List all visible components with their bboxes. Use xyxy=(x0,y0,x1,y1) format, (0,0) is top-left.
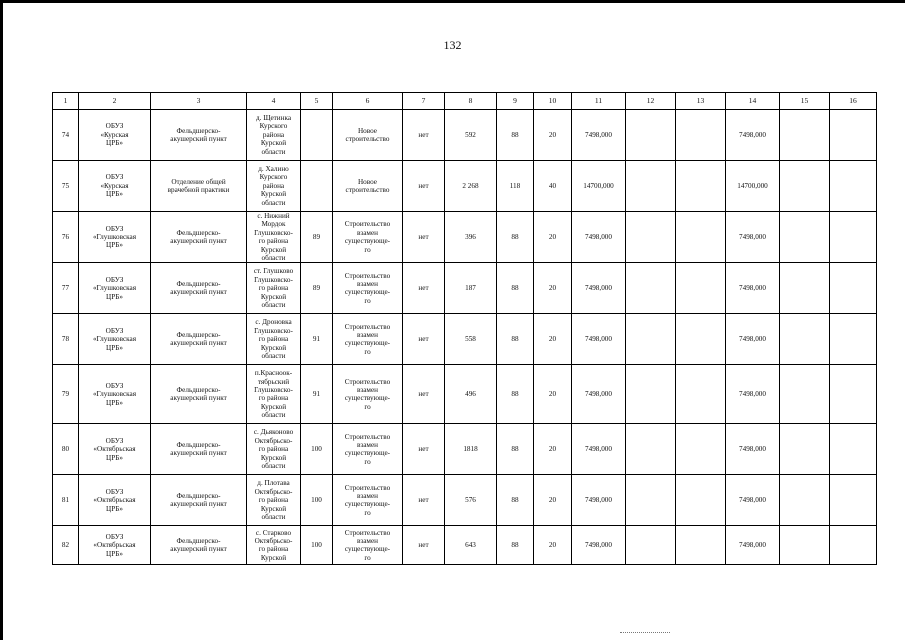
table-row xyxy=(53,161,877,212)
table-cell: Строительство взамен существующе- го xyxy=(333,526,403,565)
header-row xyxy=(53,93,877,110)
table-cell: ОБУЗ «Октябрьская ЦРБ» xyxy=(79,526,151,565)
table-cell xyxy=(626,424,676,475)
table-cell xyxy=(830,314,877,365)
table-cell: 7498,000 xyxy=(726,314,780,365)
table-cell: 80 xyxy=(53,424,79,475)
table-cell: нет xyxy=(403,161,445,212)
table-cell: ОБУЗ «Курская ЦРБ» xyxy=(79,110,151,161)
table-cell xyxy=(626,314,676,365)
table-row xyxy=(53,475,877,526)
table-cell: 20 xyxy=(534,212,572,263)
table-cell: 20 xyxy=(534,424,572,475)
table-cell: 74 xyxy=(53,110,79,161)
table-cell: 396 xyxy=(445,212,497,263)
table-cell xyxy=(676,365,726,424)
col-header: 14 xyxy=(726,93,780,110)
col-header: 2 xyxy=(79,93,151,110)
table-cell xyxy=(830,212,877,263)
table-cell: 79 xyxy=(53,365,79,424)
table-cell xyxy=(780,212,830,263)
table-cell: Фельдшерско- акушерский пункт xyxy=(151,314,247,365)
table-cell: ОБУЗ «Глушковская ЦРБ» xyxy=(79,212,151,263)
table-cell: нет xyxy=(403,526,445,565)
col-header: 13 xyxy=(676,93,726,110)
col-header: 1 xyxy=(53,93,79,110)
table-cell: ОБУЗ «Глушковская ЦРБ» xyxy=(79,263,151,314)
table-cell: 7498,000 xyxy=(726,475,780,526)
table-cell: Новое строительство xyxy=(333,110,403,161)
table-cell: 88 xyxy=(497,110,534,161)
table-cell: 20 xyxy=(534,314,572,365)
table-cell: 7498,000 xyxy=(572,475,626,526)
table-cell: Строительство взамен существующе- го xyxy=(333,263,403,314)
table-cell: ст. Глушково Глушковско- го района Курской области xyxy=(247,263,301,314)
table-cell: ОБУЗ «Октябрьская ЦРБ» xyxy=(79,475,151,526)
table-cell: 100 xyxy=(301,475,333,526)
table-cell: нет xyxy=(403,263,445,314)
col-header: 16 xyxy=(830,93,877,110)
table-cell: 88 xyxy=(497,212,534,263)
table-cell xyxy=(301,110,333,161)
col-header: 11 xyxy=(572,93,626,110)
table-cell: нет xyxy=(403,314,445,365)
col-header: 6 xyxy=(333,93,403,110)
table-cell: 496 xyxy=(445,365,497,424)
table-cell: 558 xyxy=(445,314,497,365)
table-cell: 40 xyxy=(534,161,572,212)
table-cell xyxy=(626,263,676,314)
col-header: 15 xyxy=(780,93,830,110)
table-cell: Строительство взамен существующе- го xyxy=(333,314,403,365)
table-row xyxy=(53,263,877,314)
table-cell: Новое строительство xyxy=(333,161,403,212)
table-cell: 7498,000 xyxy=(726,212,780,263)
table-row xyxy=(53,424,877,475)
table-cell: 7498,000 xyxy=(572,314,626,365)
table-cell xyxy=(780,526,830,565)
table-cell xyxy=(780,314,830,365)
page-border-top xyxy=(0,0,905,3)
table-cell: 7498,000 xyxy=(726,110,780,161)
table-cell xyxy=(830,161,877,212)
table-cell: 592 xyxy=(445,110,497,161)
table-cell: 20 xyxy=(534,110,572,161)
table-cell xyxy=(676,526,726,565)
table-cell xyxy=(626,365,676,424)
table-cell: 76 xyxy=(53,212,79,263)
table-cell: 7498,000 xyxy=(572,365,626,424)
table-cell xyxy=(830,526,877,565)
table-cell: ОБУЗ «Октябрьская ЦРБ» xyxy=(79,424,151,475)
table-cell: Строительство взамен существующе- го xyxy=(333,365,403,424)
table-cell: 14700,000 xyxy=(572,161,626,212)
table-cell: 89 xyxy=(301,263,333,314)
table-cell: 88 xyxy=(497,526,534,565)
table-cell xyxy=(676,110,726,161)
table-cell: 88 xyxy=(497,424,534,475)
table-cell xyxy=(830,365,877,424)
table-cell: 81 xyxy=(53,475,79,526)
table-cell: 7498,000 xyxy=(726,263,780,314)
table-cell xyxy=(780,110,830,161)
table-cell: д. Халино Курского района Курской области xyxy=(247,161,301,212)
table-cell: с. Дроновка Глушковско- го района Курской области xyxy=(247,314,301,365)
table-cell xyxy=(780,424,830,475)
table-cell: нет xyxy=(403,212,445,263)
table-cell xyxy=(676,475,726,526)
table-cell: 78 xyxy=(53,314,79,365)
table-cell xyxy=(780,161,830,212)
table-cell: Фельдшерско- акушерский пункт xyxy=(151,475,247,526)
table-cell xyxy=(626,475,676,526)
table-cell: 7498,000 xyxy=(572,263,626,314)
table-cell: 118 xyxy=(497,161,534,212)
table-cell: с. Дьяконово Октябрьско- го района Курской области xyxy=(247,424,301,475)
table-cell xyxy=(830,110,877,161)
table-cell: 1818 xyxy=(445,424,497,475)
table-cell xyxy=(780,365,830,424)
table-cell xyxy=(830,424,877,475)
table-row xyxy=(53,212,877,263)
table-cell: 20 xyxy=(534,263,572,314)
table-cell: 2 268 xyxy=(445,161,497,212)
table-cell: ОБУЗ «Курская ЦРБ» xyxy=(79,161,151,212)
table-cell: 20 xyxy=(534,365,572,424)
footer-dots xyxy=(620,632,670,635)
table-cell: Фельдшерско- акушерский пункт xyxy=(151,110,247,161)
table-cell: Фельдшерско- акушерский пункт xyxy=(151,365,247,424)
table-cell: д. Плотава Октябрьско- го района Курской области xyxy=(247,475,301,526)
table-cell: 576 xyxy=(445,475,497,526)
table-cell: 75 xyxy=(53,161,79,212)
table-cell: Отделение общей врачебной практики xyxy=(151,161,247,212)
table-cell: Строительство взамен существующе- го xyxy=(333,475,403,526)
table-cell: д. Щетинка Курского района Курской области xyxy=(247,110,301,161)
table-cell: ОБУЗ «Глушковская ЦРБ» xyxy=(79,314,151,365)
data-table xyxy=(52,92,877,565)
table-cell: с. Нижний Мордок Глушковско- го района Курской области xyxy=(247,212,301,263)
table-cell: нет xyxy=(403,424,445,475)
col-header: 5 xyxy=(301,93,333,110)
table-row xyxy=(53,110,877,161)
table-cell: 7498,000 xyxy=(726,526,780,565)
table-cell: 7498,000 xyxy=(572,424,626,475)
table-cell xyxy=(626,212,676,263)
table-cell: п.Красноок- тябрьский Глушковско- го района Курской области xyxy=(247,365,301,424)
table-cell: 88 xyxy=(497,365,534,424)
table-cell xyxy=(676,263,726,314)
table-cell xyxy=(626,161,676,212)
table-cell: 7498,000 xyxy=(572,526,626,565)
table-row xyxy=(53,314,877,365)
table-cell: Строительство взамен существующе- го xyxy=(333,212,403,263)
table-cell xyxy=(780,475,830,526)
table-cell xyxy=(830,263,877,314)
table-cell: с. Старково Октябрьско- го района Курской xyxy=(247,526,301,565)
col-header: 7 xyxy=(403,93,445,110)
table-cell: 7498,000 xyxy=(726,424,780,475)
table-cell: нет xyxy=(403,110,445,161)
table-cell: 20 xyxy=(534,475,572,526)
table-cell xyxy=(830,475,877,526)
table-cell: 77 xyxy=(53,263,79,314)
table-cell: Фельдшерско- акушерский пункт xyxy=(151,424,247,475)
col-header: 8 xyxy=(445,93,497,110)
table-cell: 20 xyxy=(534,526,572,565)
table-cell: 7498,000 xyxy=(572,212,626,263)
table-cell: 100 xyxy=(301,526,333,565)
page-border-left xyxy=(0,0,3,640)
table-cell: Строительство взамен существующе- го xyxy=(333,424,403,475)
col-header: 9 xyxy=(497,93,534,110)
table-row xyxy=(53,365,877,424)
table-cell: нет xyxy=(403,475,445,526)
table-cell: 100 xyxy=(301,424,333,475)
table-cell: Фельдшерско- акушерский пункт xyxy=(151,526,247,565)
table-cell xyxy=(626,110,676,161)
table-cell: Фельдшерско- акушерский пункт xyxy=(151,212,247,263)
col-header: 3 xyxy=(151,93,247,110)
col-header: 12 xyxy=(626,93,676,110)
table-cell: 643 xyxy=(445,526,497,565)
table-cell xyxy=(676,424,726,475)
table-cell: ОБУЗ «Глушковская ЦРБ» xyxy=(79,365,151,424)
table-row xyxy=(53,526,877,565)
table-cell: 14700,000 xyxy=(726,161,780,212)
col-header: 4 xyxy=(247,93,301,110)
table-cell: 7498,000 xyxy=(726,365,780,424)
table-cell xyxy=(780,263,830,314)
table-cell: 88 xyxy=(497,314,534,365)
table-cell: 91 xyxy=(301,365,333,424)
table-cell xyxy=(301,161,333,212)
page-number: 132 xyxy=(443,38,462,52)
table-cell xyxy=(626,526,676,565)
table-cell: 91 xyxy=(301,314,333,365)
table-cell: 187 xyxy=(445,263,497,314)
table-cell: 88 xyxy=(497,263,534,314)
table-cell xyxy=(676,314,726,365)
col-header: 10 xyxy=(534,93,572,110)
table-cell: 89 xyxy=(301,212,333,263)
table-cell xyxy=(676,161,726,212)
table-cell: 88 xyxy=(497,475,534,526)
table-cell: 7498,000 xyxy=(572,110,626,161)
table-cell xyxy=(676,212,726,263)
table-cell: Фельдшерско- акушерский пункт xyxy=(151,263,247,314)
table-cell: 82 xyxy=(53,526,79,565)
table-cell: нет xyxy=(403,365,445,424)
